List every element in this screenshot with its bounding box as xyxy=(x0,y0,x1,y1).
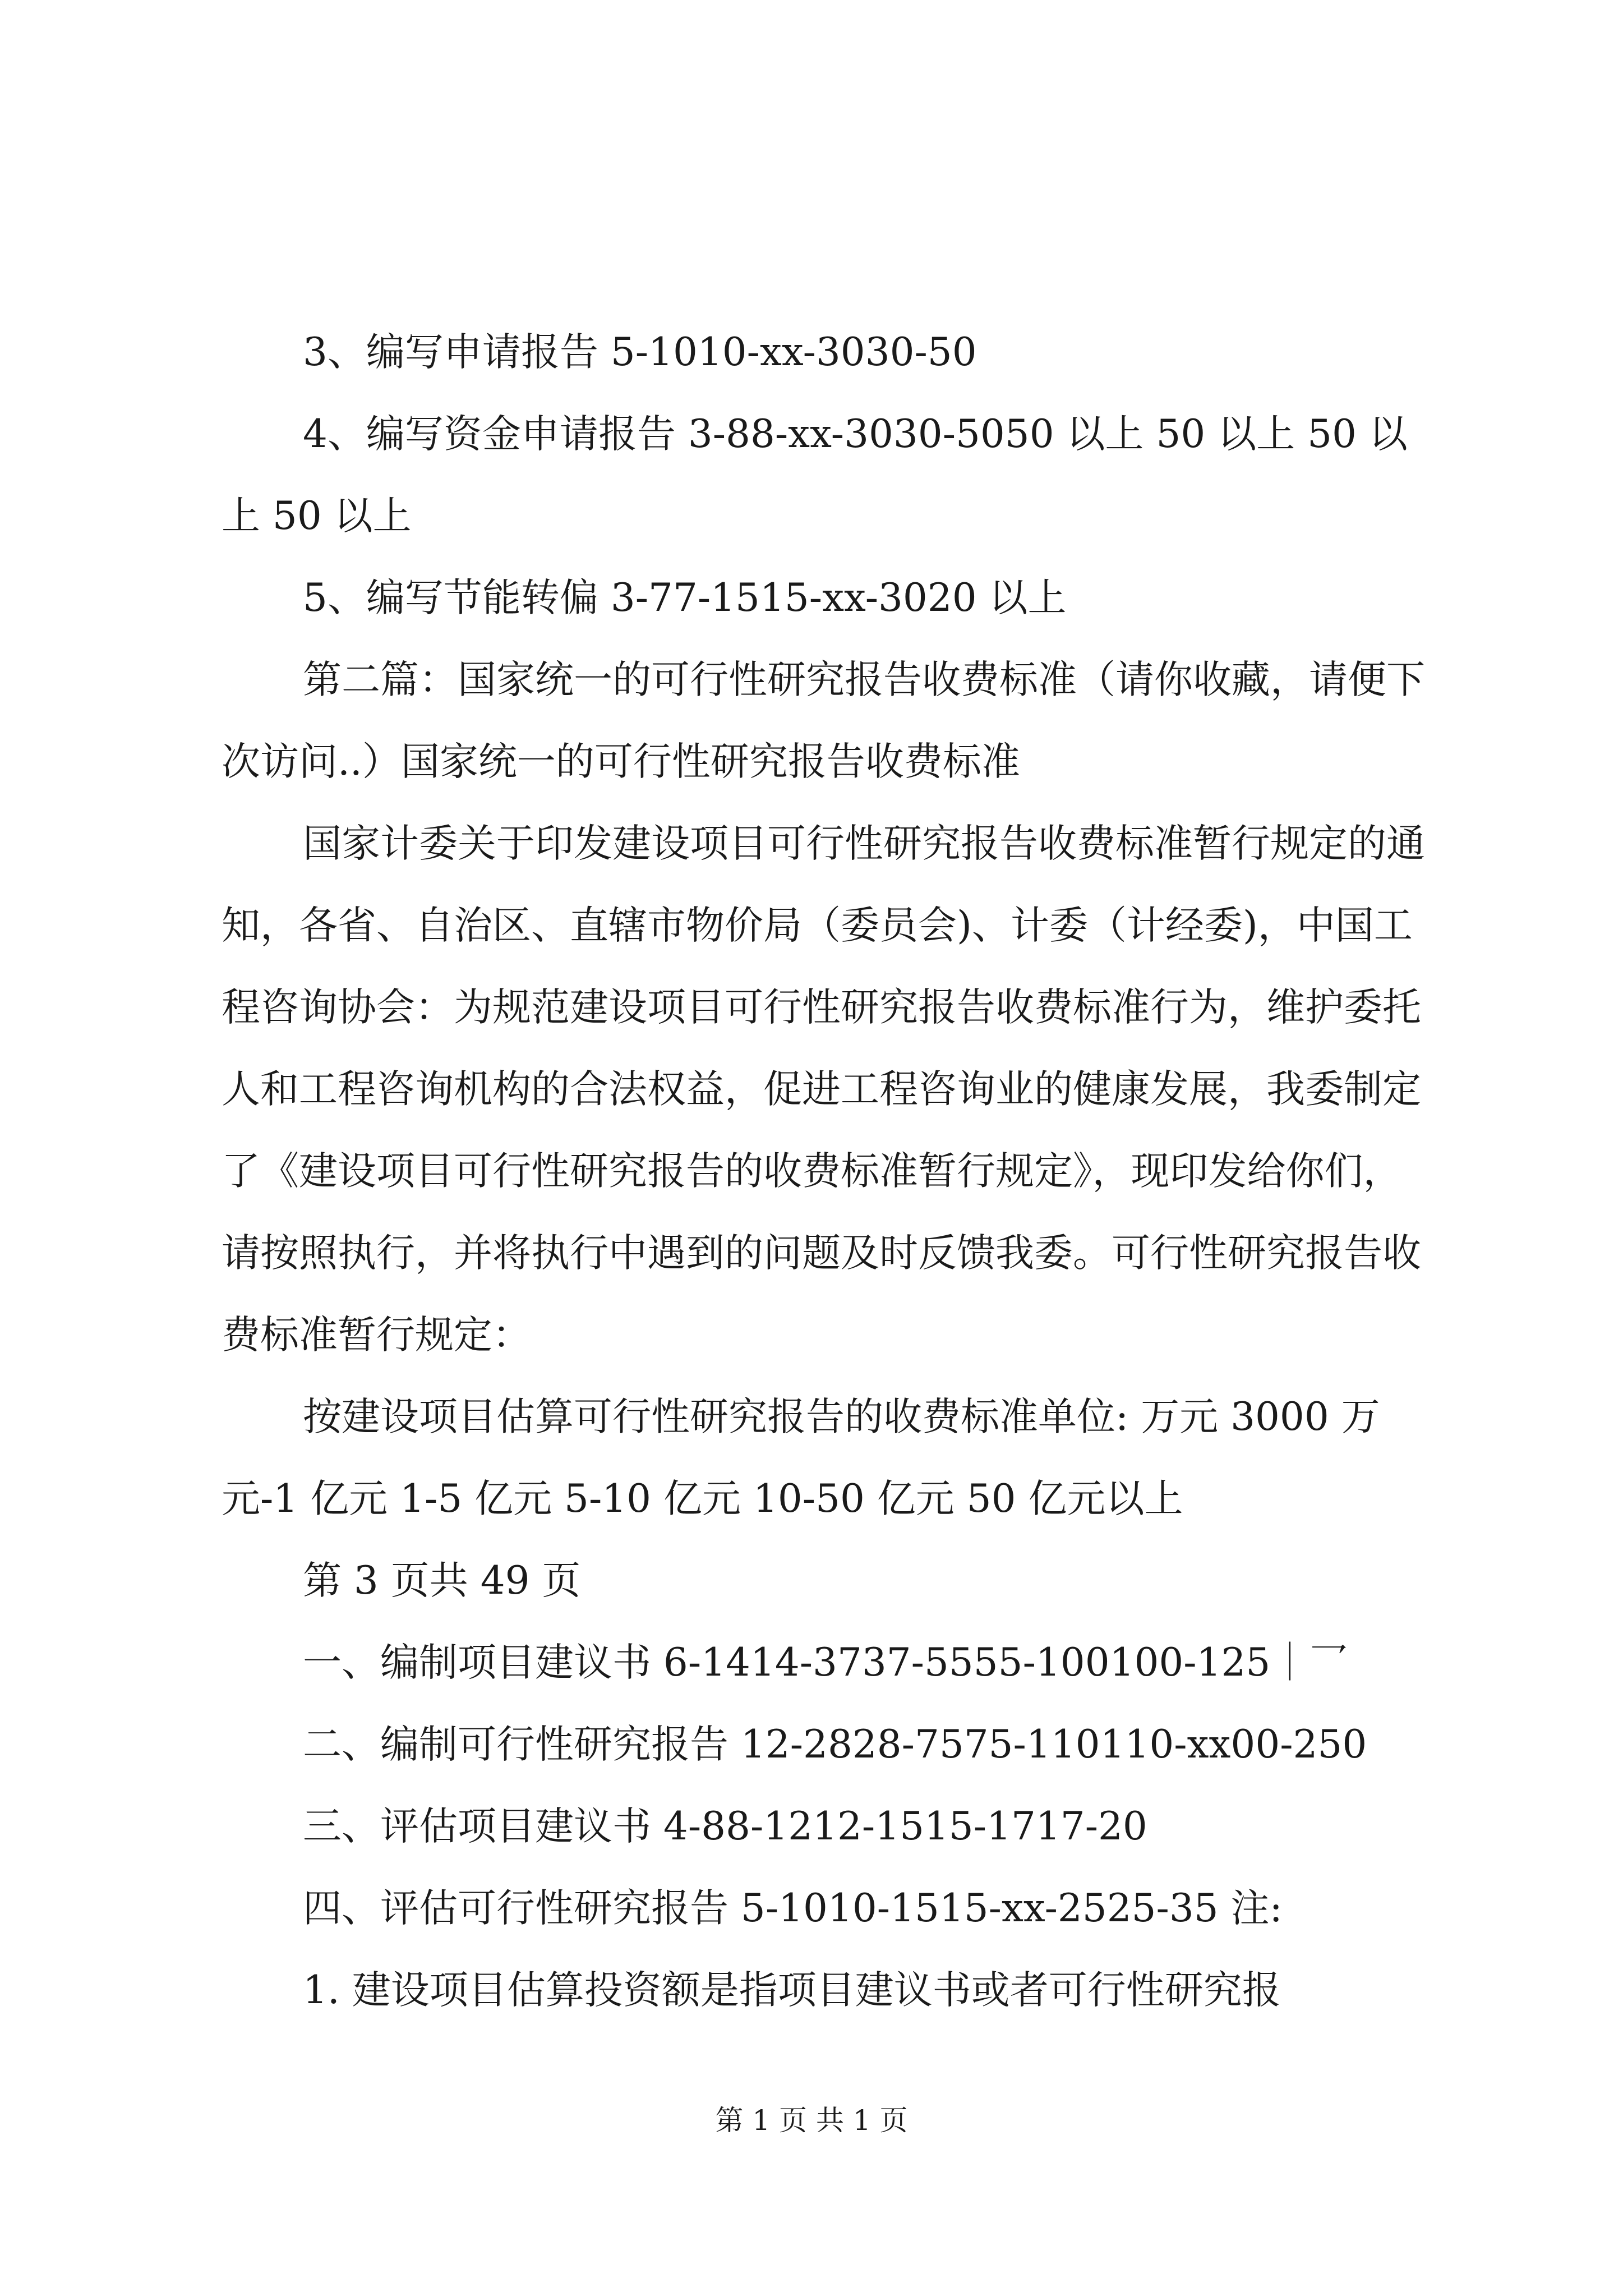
paragraph-10: 三、评估项目建议书 4-88-1212-1515-1717-20 xyxy=(303,1804,1147,1849)
paragraph-4: 第二篇：国家统一的可行性研究报告收费标准（请你收藏，请便下次访问..）国家统一的可行性研究报告收费标准 xyxy=(222,657,1425,784)
paragraph-2: 4、编写资金申请报告 3-88-xx-3030-5050 以上 50 以上 50 以上 50 以上 xyxy=(222,412,1408,539)
paragraph-8: 一、编制项目建议书 6-1414-3737-5555-100100-125｜乛 xyxy=(303,1640,1348,1685)
paragraph-5: 国家计委关于印发建设项目可行性研究报告收费标准暂行规定的通知，各省、自治区、直辖市物价局（委员会)、计委（计经委)，中国工程咨询协会：为规范建设项目可行性研究报告收费标准行为，维护委托人和工程咨询机构的合法权益，促进工程咨询业的健康发展，我委制定了《建设项目可行性研究报告的收费标准暂行规定》，现印发给你们，请按照执行，并将执行中遇到的问题及时反馈我委。可行性研究报告收费标准暂行规定： xyxy=(222,821,1425,1358)
paragraph-7: 第 3 页共 49 页 xyxy=(303,1558,581,1603)
paragraph-9: 二、编制可行性研究报告 12-2828-7575-110110-xx00-250 xyxy=(303,1722,1367,1767)
paragraph-1: 3、编写申请报告 5-1010-xx-3030-50 xyxy=(303,330,977,375)
paragraph-3: 5、编写节能转偏 3-77-1515-xx-3020 以上 xyxy=(303,576,1067,620)
paragraph-6: 按建设项目估算可行性研究报告的收费标准单位: 万元 3000 万元-1 亿元 1-5 亿元 5-10 亿元 10-50 亿元 50 亿元以上 xyxy=(222,1395,1380,1521)
document-body xyxy=(222,311,1427,2031)
page-footer: 第 1 页 共 1 页 xyxy=(715,2104,908,2137)
paragraph-11: 四、评估可行性研究报告 5-1010-1515-xx-2525-35 注: xyxy=(303,1886,1283,1931)
paragraph-12: 1. 建设项目估算投资额是指项目建议书或者可行性研究报 xyxy=(303,1968,1281,2013)
